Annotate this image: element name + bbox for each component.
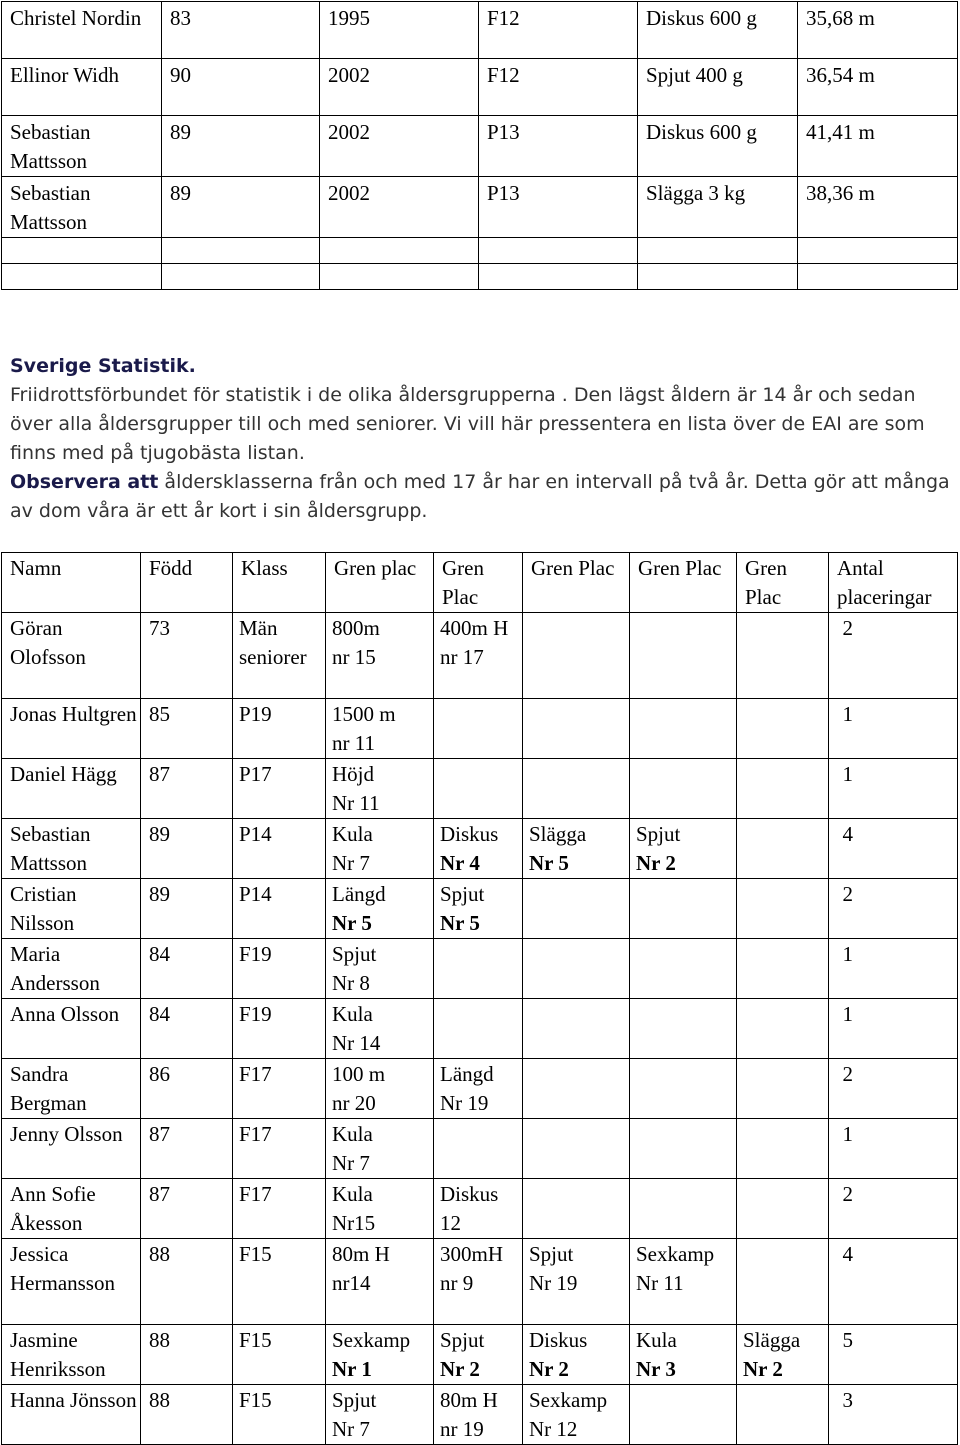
athlete-name: Cristian Nilsson xyxy=(2,879,141,939)
placement-cell xyxy=(326,613,434,699)
event-name: 80m H xyxy=(332,1242,390,1266)
rank: nr 15 xyxy=(332,645,376,669)
rank: Nr 12 xyxy=(529,1417,578,1441)
placement-cell xyxy=(523,999,630,1059)
placement-cell xyxy=(434,879,523,939)
placement-count: 1 xyxy=(829,999,958,1059)
placement-cell xyxy=(326,699,434,759)
age-class: P13 xyxy=(479,116,638,177)
rank: 12 xyxy=(440,1211,461,1235)
placement-cell xyxy=(434,1239,523,1325)
placement-count: 3 xyxy=(829,1385,958,1445)
athlete-name: Ellinor Widh xyxy=(2,59,162,116)
column-header-plac1: Gren plac xyxy=(326,553,434,613)
rank: Nr 2 xyxy=(529,1357,569,1381)
rank: Nr 14 xyxy=(332,1031,381,1055)
column-header-count: Antal placeringar xyxy=(829,553,958,613)
table-row xyxy=(2,177,958,238)
column-header-class: Klass xyxy=(233,553,326,613)
score: 83 xyxy=(162,2,320,59)
score: 89 xyxy=(162,177,320,238)
athlete-name: Daniel Hägg xyxy=(2,759,141,819)
placement-cell xyxy=(434,699,523,759)
athlete-name: Sebastian Mattsson xyxy=(2,819,141,879)
birth-year: 88 xyxy=(141,1239,233,1325)
athlete-name: Jenny Olsson xyxy=(2,1119,141,1179)
athlete-name: Christel Nordin xyxy=(2,2,162,59)
empty-cell xyxy=(638,238,798,264)
athlete-name: Göran Olofsson xyxy=(2,613,141,699)
event-name: 100 m xyxy=(332,1062,386,1086)
placement-count: 5 xyxy=(829,1325,958,1385)
table-row xyxy=(2,879,958,939)
note-emphasis: Observera att xyxy=(10,471,159,493)
rank: Nr 5 xyxy=(529,851,569,875)
event-name: 300mH xyxy=(440,1242,503,1266)
score: 90 xyxy=(162,59,320,116)
placement-cell xyxy=(737,1239,829,1325)
age-class: F17 xyxy=(233,1059,326,1119)
rank: nr 17 xyxy=(440,645,484,669)
note-paragraph xyxy=(10,468,950,526)
event-name: Spjut xyxy=(332,1388,377,1412)
athlete-name: Sebastian Mattsson xyxy=(2,177,162,238)
event-name: Kula xyxy=(636,1328,677,1352)
birth-year: 87 xyxy=(141,1119,233,1179)
event-name: Spjut xyxy=(440,882,485,906)
empty-cell xyxy=(162,238,320,264)
table-row xyxy=(2,1239,958,1325)
placement-cell xyxy=(326,999,434,1059)
empty-row xyxy=(2,264,958,290)
column-header-plac5: Gren Plac xyxy=(737,553,829,613)
placement-cell xyxy=(434,1179,523,1239)
empty-cell xyxy=(320,238,479,264)
placement-cell xyxy=(630,759,737,819)
placement-cell xyxy=(630,1179,737,1239)
event-name: 1500 m xyxy=(332,702,396,726)
placement-count: 2 xyxy=(829,613,958,699)
rank: nr 19 xyxy=(440,1417,484,1441)
rank: nr 20 xyxy=(332,1091,376,1115)
table-row xyxy=(2,2,958,59)
placement-cell xyxy=(434,1059,523,1119)
event-name: Diskus xyxy=(440,822,499,846)
rank: Nr 11 xyxy=(332,791,380,815)
event-name: 400m H xyxy=(440,616,509,640)
event-name: 80m H xyxy=(440,1388,498,1412)
event-name: Diskus xyxy=(440,1182,499,1206)
rank: Nr 2 xyxy=(440,1357,480,1381)
section-heading: Sverige Statistik. xyxy=(10,355,196,377)
birth-year: 89 xyxy=(141,879,233,939)
placement-cell xyxy=(630,939,737,999)
placement-count: 2 xyxy=(829,1179,958,1239)
placement-cell xyxy=(630,1059,737,1119)
rank: Nr 11 xyxy=(636,1271,684,1295)
placement-cell xyxy=(630,1325,737,1385)
rank: Nr 2 xyxy=(636,851,676,875)
age-class: F12 xyxy=(479,2,638,59)
placement-count: 1 xyxy=(829,1119,958,1179)
result: 38,36 m xyxy=(798,177,958,238)
empty-cell xyxy=(798,238,958,264)
birth-year: 84 xyxy=(141,939,233,999)
intro-text xyxy=(10,352,950,526)
event-name: Spjut xyxy=(332,942,377,966)
placement-cell xyxy=(326,879,434,939)
athlete-name: Ann Sofie Åkesson xyxy=(2,1179,141,1239)
placement-count: 1 xyxy=(829,759,958,819)
table-row xyxy=(2,1059,958,1119)
placement-cell xyxy=(630,1119,737,1179)
table-row xyxy=(2,1385,958,1445)
placement-cell xyxy=(326,759,434,819)
year: 2002 xyxy=(320,177,479,238)
event-name: Kula xyxy=(332,1182,373,1206)
age-class: P14 xyxy=(233,819,326,879)
placement-count: 4 xyxy=(829,819,958,879)
result: 36,54 m xyxy=(798,59,958,116)
placement-cell xyxy=(630,819,737,879)
birth-year: 88 xyxy=(141,1385,233,1445)
table-row xyxy=(2,613,958,699)
placement-cell xyxy=(523,1179,630,1239)
rank: nr14 xyxy=(332,1271,371,1295)
placement-cell xyxy=(737,699,829,759)
placement-cell xyxy=(737,1119,829,1179)
placement-cell xyxy=(523,1385,630,1445)
placement-cell xyxy=(630,999,737,1059)
empty-row xyxy=(2,238,958,264)
birth-year: 87 xyxy=(141,759,233,819)
result: 41,41 m xyxy=(798,116,958,177)
table-row xyxy=(2,1325,958,1385)
athlete-name: Jessica Hermansson xyxy=(2,1239,141,1325)
athlete-name: Maria Andersson xyxy=(2,939,141,999)
column-header-name: Namn xyxy=(2,553,141,613)
placement-cell xyxy=(326,939,434,999)
athlete-name: Sandra Bergman xyxy=(2,1059,141,1119)
age-class: F19 xyxy=(233,939,326,999)
age-class: F15 xyxy=(233,1325,326,1385)
rank: Nr 19 xyxy=(529,1271,578,1295)
age-class: P14 xyxy=(233,879,326,939)
placement-cell xyxy=(630,1385,737,1445)
empty-cell xyxy=(2,264,162,290)
placement-cell xyxy=(737,999,829,1059)
placement-cell xyxy=(523,699,630,759)
rank: Nr15 xyxy=(332,1211,376,1235)
event: Diskus 600 g xyxy=(638,2,798,59)
event-name: Slägga xyxy=(743,1328,801,1352)
table-row xyxy=(2,699,958,759)
column-header-plac4: Gren Plac xyxy=(630,553,737,613)
placement-cell xyxy=(326,1325,434,1385)
year: 1995 xyxy=(320,2,479,59)
placements-table xyxy=(1,552,958,1445)
placement-cell xyxy=(737,939,829,999)
table-row xyxy=(2,939,958,999)
placement-cell xyxy=(326,819,434,879)
result: 35,68 m xyxy=(798,2,958,59)
event-name: Längd xyxy=(332,882,386,906)
event-name: 800m xyxy=(332,616,380,640)
birth-year: 88 xyxy=(141,1325,233,1385)
placement-cell xyxy=(523,939,630,999)
placement-cell xyxy=(737,819,829,879)
rank: Nr 8 xyxy=(332,971,370,995)
event-name: Kula xyxy=(332,1122,373,1146)
results-table xyxy=(1,1,958,290)
header-row xyxy=(2,553,958,613)
event-name: Spjut xyxy=(529,1242,574,1266)
placement-cell xyxy=(523,759,630,819)
event-name: Sexkamp xyxy=(332,1328,411,1352)
placement-cell xyxy=(434,1325,523,1385)
event-name: Sexkamp xyxy=(529,1388,608,1412)
placement-count: 1 xyxy=(829,699,958,759)
age-class: F17 xyxy=(233,1119,326,1179)
rank: Nr 5 xyxy=(332,911,372,935)
event-name: Sexkamp xyxy=(636,1242,715,1266)
placement-cell xyxy=(737,613,829,699)
placement-cell xyxy=(737,759,829,819)
placement-cell xyxy=(630,613,737,699)
empty-cell xyxy=(638,264,798,290)
birth-year: 85 xyxy=(141,699,233,759)
placement-cell xyxy=(434,819,523,879)
empty-cell xyxy=(162,264,320,290)
placement-cell xyxy=(630,1239,737,1325)
placement-cell xyxy=(523,1119,630,1179)
placement-cell xyxy=(326,1179,434,1239)
age-class: P17 xyxy=(233,759,326,819)
column-header-plac2: Gren Plac xyxy=(434,553,523,613)
empty-cell xyxy=(479,238,638,264)
intro-paragraph: Friidrottsförbundet för statistik i de olika åldersgrupperna . Den lägst åldern är 14 år och sedan över alla åldersgrupper till och med seniorer. Vi vill här pressentera en lista över de EAI are som finns med på tjugobästa listan. xyxy=(10,384,925,464)
event: Diskus 600 g xyxy=(638,116,798,177)
event-name: Diskus xyxy=(529,1328,588,1352)
placement-cell xyxy=(737,1325,829,1385)
placement-cell xyxy=(434,759,523,819)
event: Slägga 3 kg xyxy=(638,177,798,238)
event-name: Spjut xyxy=(440,1328,485,1352)
age-class: F19 xyxy=(233,999,326,1059)
placement-count: 1 xyxy=(829,939,958,999)
placement-cell xyxy=(523,1059,630,1119)
birth-year: 84 xyxy=(141,999,233,1059)
age-class: F15 xyxy=(233,1385,326,1445)
placement-cell xyxy=(523,1239,630,1325)
event-name: Höjd xyxy=(332,762,374,786)
placement-cell xyxy=(523,613,630,699)
placement-count: 2 xyxy=(829,879,958,939)
placement-cell xyxy=(326,1385,434,1445)
event: Spjut 400 g xyxy=(638,59,798,116)
table-row xyxy=(2,116,958,177)
table-row xyxy=(2,819,958,879)
age-class: F12 xyxy=(479,59,638,116)
table-row xyxy=(2,999,958,1059)
rank: nr 11 xyxy=(332,731,375,755)
placement-cell xyxy=(326,1119,434,1179)
rank: Nr 7 xyxy=(332,1417,370,1441)
table-row xyxy=(2,1119,958,1179)
placement-cell xyxy=(434,939,523,999)
birth-year: 89 xyxy=(141,819,233,879)
age-class: P13 xyxy=(479,177,638,238)
birth-year: 87 xyxy=(141,1179,233,1239)
column-header-plac3: Gren Plac xyxy=(523,553,630,613)
placement-cell xyxy=(737,1179,829,1239)
placement-cell xyxy=(630,699,737,759)
birth-year: 73 xyxy=(141,613,233,699)
year: 2002 xyxy=(320,116,479,177)
placement-cell xyxy=(434,999,523,1059)
rank: Nr 19 xyxy=(440,1091,489,1115)
rank: Nr 2 xyxy=(743,1357,783,1381)
placement-cell xyxy=(523,879,630,939)
note-text: åldersklasserna från och med 17 år har en intervall på två år. Detta gör att många av dom våra är ett år kort i sin åldersgrupp. xyxy=(10,471,950,522)
rank: Nr 3 xyxy=(636,1357,676,1381)
athlete-name: Hanna Jönsson xyxy=(2,1385,141,1445)
age-class: F15 xyxy=(233,1239,326,1325)
event-name: Kula xyxy=(332,822,373,846)
score: 89 xyxy=(162,116,320,177)
rank: Nr 4 xyxy=(440,851,480,875)
empty-cell xyxy=(2,238,162,264)
placement-cell xyxy=(523,1325,630,1385)
column-header-born: Född xyxy=(141,553,233,613)
year: 2002 xyxy=(320,59,479,116)
age-class: F17 xyxy=(233,1179,326,1239)
placement-cell xyxy=(326,1239,434,1325)
empty-cell xyxy=(798,264,958,290)
birth-year: 86 xyxy=(141,1059,233,1119)
athlete-name: Anna Olsson xyxy=(2,999,141,1059)
event-name: Längd xyxy=(440,1062,494,1086)
rank: Nr 7 xyxy=(332,1151,370,1175)
table-row xyxy=(2,1179,958,1239)
empty-cell xyxy=(320,264,479,290)
rank: Nr 7 xyxy=(332,851,370,875)
placement-cell xyxy=(434,613,523,699)
empty-cell xyxy=(479,264,638,290)
event-name: Slägga xyxy=(529,822,587,846)
age-class: Män seniorer xyxy=(233,613,326,699)
placement-cell xyxy=(434,1119,523,1179)
placement-cell xyxy=(630,879,737,939)
placement-count: 4 xyxy=(829,1239,958,1325)
placement-cell xyxy=(434,1385,523,1445)
athlete-name: Sebastian Mattsson xyxy=(2,116,162,177)
athlete-name: Jasmine Henriksson xyxy=(2,1325,141,1385)
event-name: Spjut xyxy=(636,822,681,846)
age-class: P19 xyxy=(233,699,326,759)
table-row xyxy=(2,59,958,116)
placement-cell xyxy=(523,819,630,879)
rank: nr 9 xyxy=(440,1271,474,1295)
rank: Nr 1 xyxy=(332,1357,372,1381)
table-row xyxy=(2,759,958,819)
athlete-name: Jonas Hultgren xyxy=(2,699,141,759)
rank: Nr 5 xyxy=(440,911,480,935)
placement-cell xyxy=(737,1059,829,1119)
placement-cell xyxy=(326,1059,434,1119)
placement-count: 2 xyxy=(829,1059,958,1119)
placement-cell xyxy=(737,879,829,939)
event-name: Kula xyxy=(332,1002,373,1026)
placement-cell xyxy=(737,1385,829,1445)
